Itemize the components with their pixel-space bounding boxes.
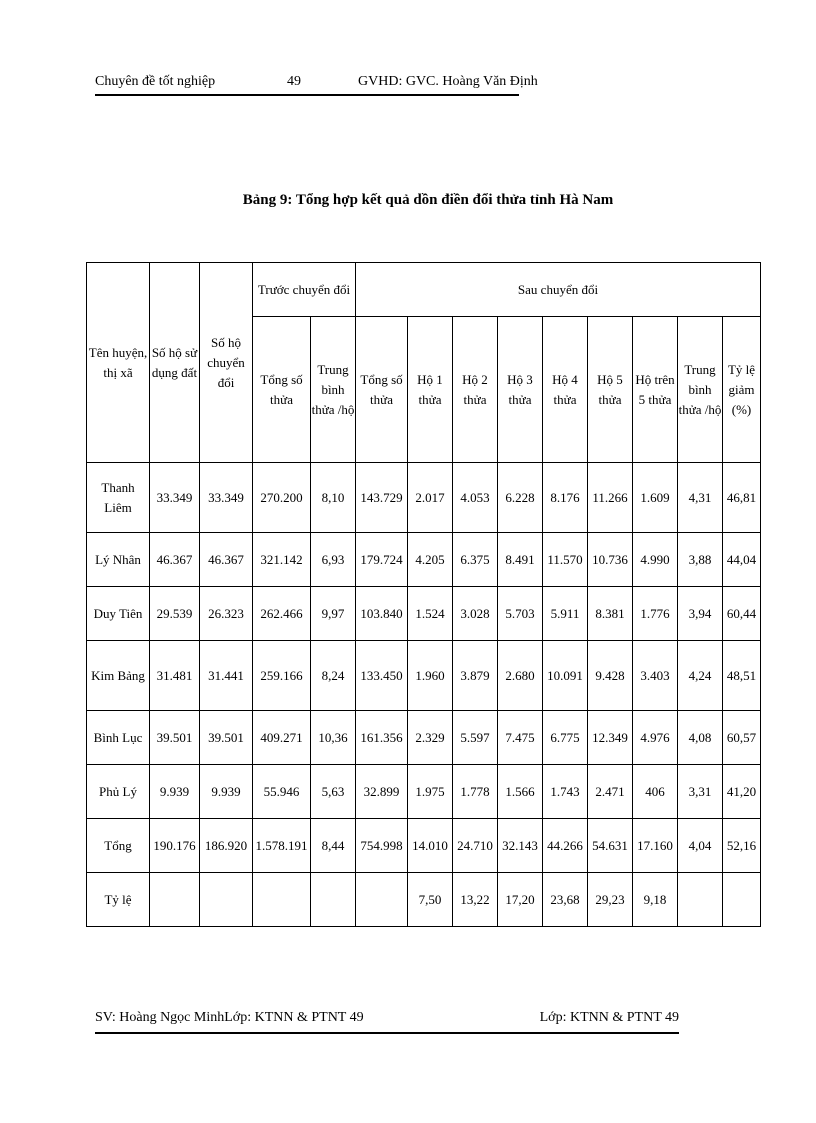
table-cell: 60,57 xyxy=(723,711,761,765)
table-cell xyxy=(253,873,311,927)
table-cell: 4.976 xyxy=(633,711,678,765)
table-cell: 46,81 xyxy=(723,463,761,533)
header-district: Tên huyện, thị xã xyxy=(87,263,150,463)
table-cell: 10.736 xyxy=(588,533,633,587)
table-cell: 1.566 xyxy=(498,765,543,819)
table-cell: 2.471 xyxy=(588,765,633,819)
row-district-name: Phủ Lý xyxy=(87,765,150,819)
table-cell: 2.680 xyxy=(498,641,543,711)
table-row xyxy=(87,819,761,873)
table-cell: 8.176 xyxy=(543,463,588,533)
table-cell: 409.271 xyxy=(253,711,311,765)
row-district-name: Tỷ lệ xyxy=(87,873,150,927)
table-cell xyxy=(200,873,253,927)
table-cell: 262.466 xyxy=(253,587,311,641)
table-cell: 29,23 xyxy=(588,873,633,927)
table-row xyxy=(87,711,761,765)
header-after-4-plots: Hộ 4 thửa xyxy=(543,317,588,463)
table-cell: 3.028 xyxy=(453,587,498,641)
footer-student: SV: Hoàng Ngọc MinhLớp: KTNN & PTNT 49 xyxy=(95,1010,364,1025)
header-group-before: Trước chuyển đổi xyxy=(253,263,356,317)
table-cell: 161.356 xyxy=(356,711,408,765)
table-cell: 33.349 xyxy=(200,463,253,533)
header-after-2-plots: Hộ 2 thửa xyxy=(453,317,498,463)
table-cell: 1.609 xyxy=(633,463,678,533)
table-cell: 2.329 xyxy=(408,711,453,765)
table-cell: 1.743 xyxy=(543,765,588,819)
header-after-total-plots: Tổng số thửa xyxy=(356,317,408,463)
table-cell: 7,50 xyxy=(408,873,453,927)
header-document-type: Chuyên đề tốt nghiệp xyxy=(95,74,216,89)
page-footer xyxy=(95,1010,679,1034)
table-cell: 41,20 xyxy=(723,765,761,819)
table-cell: 406 xyxy=(633,765,678,819)
header-before-total-plots: Tổng số thửa xyxy=(253,317,311,463)
table-cell: 4,31 xyxy=(678,463,723,533)
table-cell: 3.403 xyxy=(633,641,678,711)
header-advisor: GVHD: GVC. Hoàng Văn Định xyxy=(358,74,538,89)
table-cell: 6.228 xyxy=(498,463,543,533)
row-district-name: Thanh Liêm xyxy=(87,463,150,533)
row-district-name: Tổng xyxy=(87,819,150,873)
table-cell: 4,08 xyxy=(678,711,723,765)
row-district-name: Kim Bảng xyxy=(87,641,150,711)
table-cell: 4,04 xyxy=(678,819,723,873)
table-cell: 1.778 xyxy=(453,765,498,819)
table-cell: 48,51 xyxy=(723,641,761,711)
table-cell: 11.570 xyxy=(543,533,588,587)
table-cell: 179.724 xyxy=(356,533,408,587)
table-cell: 190.176 xyxy=(150,819,200,873)
table-row xyxy=(87,641,761,711)
table-cell: 1.524 xyxy=(408,587,453,641)
header-after-1-plot: Hộ 1 thửa xyxy=(408,317,453,463)
table-cell: 33.349 xyxy=(150,463,200,533)
row-district-name: Duy Tiên xyxy=(87,587,150,641)
table-row xyxy=(87,765,761,819)
table-cell: 39.501 xyxy=(150,711,200,765)
table-cell: 8.381 xyxy=(588,587,633,641)
table-cell: 32.899 xyxy=(356,765,408,819)
table-cell: 9.939 xyxy=(200,765,253,819)
table-row xyxy=(87,587,761,641)
table-row xyxy=(87,533,761,587)
header-reduction-rate: Tỷ lệ giảm (%) xyxy=(723,317,761,463)
table-cell: 9.428 xyxy=(588,641,633,711)
header-households-using-land: Số hộ sử dụng đất xyxy=(150,263,200,463)
table-cell: 17.160 xyxy=(633,819,678,873)
table-cell: 24.710 xyxy=(453,819,498,873)
table-cell: 44,04 xyxy=(723,533,761,587)
table-cell: 52,16 xyxy=(723,819,761,873)
table-cell: 5,63 xyxy=(311,765,356,819)
table-cell: 29.539 xyxy=(150,587,200,641)
table-cell: 6.375 xyxy=(453,533,498,587)
table-cell: 39.501 xyxy=(200,711,253,765)
table-cell: 9,97 xyxy=(311,587,356,641)
page-header xyxy=(95,72,538,96)
table-cell: 103.840 xyxy=(356,587,408,641)
table-cell: 8,44 xyxy=(311,819,356,873)
table-cell: 60,44 xyxy=(723,587,761,641)
table-cell: 1.960 xyxy=(408,641,453,711)
table-cell: 8.491 xyxy=(498,533,543,587)
table-cell: 8,10 xyxy=(311,463,356,533)
table-cell: 1.776 xyxy=(633,587,678,641)
table-cell: 270.200 xyxy=(253,463,311,533)
table-cell: 55.946 xyxy=(253,765,311,819)
table-cell xyxy=(723,873,761,927)
table-cell: 3,31 xyxy=(678,765,723,819)
header-before-avg-plots: Trung bình thửa /hộ xyxy=(311,317,356,463)
table-row xyxy=(87,463,761,533)
header-after-5-plots: Hộ 5 thửa xyxy=(588,317,633,463)
table-title: Bảng 9: Tổng hợp kết quả dồn điền đổi thửa tỉnh Hà Nam xyxy=(242,192,614,208)
table-cell: 14.010 xyxy=(408,819,453,873)
table-cell: 8,24 xyxy=(311,641,356,711)
table-cell: 3.879 xyxy=(453,641,498,711)
table-cell: 3,88 xyxy=(678,533,723,587)
table-cell: 1.578.191 xyxy=(253,819,311,873)
table-cell: 133.450 xyxy=(356,641,408,711)
footer-class: Lớp: KTNN & PTNT 49 xyxy=(539,1010,679,1025)
table-cell: 3,94 xyxy=(678,587,723,641)
table-cell: 5.703 xyxy=(498,587,543,641)
table-cell: 5.911 xyxy=(543,587,588,641)
table-cell: 9,18 xyxy=(633,873,678,927)
header-page-number: 49 xyxy=(287,74,301,89)
table-cell: 44.266 xyxy=(543,819,588,873)
table-cell: 2.017 xyxy=(408,463,453,533)
header-after-over-5-plots: Hộ trên 5 thửa xyxy=(633,317,678,463)
header-after-avg-plots: Trung bình thửa /hộ xyxy=(678,317,723,463)
table-cell: 13,22 xyxy=(453,873,498,927)
table-header-row xyxy=(87,263,761,317)
table-cell: 259.166 xyxy=(253,641,311,711)
land-consolidation-table xyxy=(86,262,761,927)
table-cell xyxy=(311,873,356,927)
table-cell: 321.142 xyxy=(253,533,311,587)
row-district-name: Bình Lục xyxy=(87,711,150,765)
table-cell: 4,24 xyxy=(678,641,723,711)
header-group-after: Sau chuyển đổi xyxy=(356,263,761,317)
table-cell: 31.481 xyxy=(150,641,200,711)
table-cell: 4.053 xyxy=(453,463,498,533)
table-cell: 754.998 xyxy=(356,819,408,873)
table-cell: 7.475 xyxy=(498,711,543,765)
table-cell: 4.205 xyxy=(408,533,453,587)
table-cell: 26.323 xyxy=(200,587,253,641)
table-cell: 32.143 xyxy=(498,819,543,873)
table-cell: 6,93 xyxy=(311,533,356,587)
table-cell: 10,36 xyxy=(311,711,356,765)
table-cell: 11.266 xyxy=(588,463,633,533)
table-row xyxy=(87,873,761,927)
header-after-3-plots: Hộ 3 thửa xyxy=(498,317,543,463)
table-cell: 9.939 xyxy=(150,765,200,819)
table-cell: 10.091 xyxy=(543,641,588,711)
table-cell: 1.975 xyxy=(408,765,453,819)
table-cell xyxy=(678,873,723,927)
table-cell xyxy=(150,873,200,927)
table-cell xyxy=(356,873,408,927)
table-cell: 54.631 xyxy=(588,819,633,873)
table-cell: 143.729 xyxy=(356,463,408,533)
table-cell: 6.775 xyxy=(543,711,588,765)
table-cell: 12.349 xyxy=(588,711,633,765)
table-cell: 186.920 xyxy=(200,819,253,873)
table-cell: 4.990 xyxy=(633,533,678,587)
row-district-name: Lý Nhân xyxy=(87,533,150,587)
table-cell: 23,68 xyxy=(543,873,588,927)
table-cell: 17,20 xyxy=(498,873,543,927)
table-cell: 46.367 xyxy=(150,533,200,587)
table-cell: 46.367 xyxy=(200,533,253,587)
table-cell: 5.597 xyxy=(453,711,498,765)
header-households-converted: Số hộ chuyển đổi xyxy=(200,263,253,463)
table-cell: 31.441 xyxy=(200,641,253,711)
